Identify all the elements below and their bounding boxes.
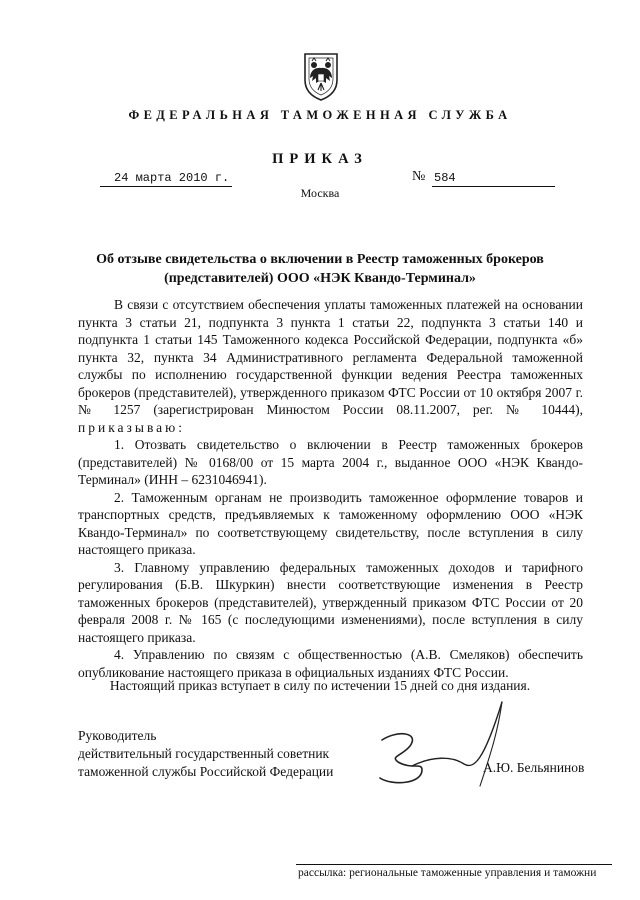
order-date: 24 марта 2010 г. <box>100 170 232 187</box>
agency-name: ФЕДЕРАЛЬНАЯ ТАМОЖЕННАЯ СЛУЖБА <box>128 108 512 122</box>
order-number: 584 <box>432 170 555 187</box>
signatory-title <box>78 727 333 781</box>
effective-clause: Настоящий приказ вступает в силу по истечении 15 дней со дня издания. <box>109 678 531 693</box>
signatory-line-3: таможенной службы Российской Федерации <box>78 764 334 779</box>
preamble <box>78 296 583 436</box>
order-city: Москва <box>300 186 340 200</box>
order-number-label: № <box>412 169 426 184</box>
subject-line-1: Об отзыве свидетельства о включении в Реестр таможенных брокеров <box>96 252 544 267</box>
order-body <box>78 296 583 681</box>
order-item-4: 4. Управлению по связям с общественностью (А.В. Смеляков) обеспечить опубликование настоящего приказа в официальных изданиях ФТС России. <box>78 647 583 680</box>
signatory-name: А.Ю. Бельянинов <box>483 760 585 775</box>
order-item-3: 3. Главному управлению федеральных таможенных доходов и тарифного регулирования (Б.В. Шкуркин) внести соответствующие изменения в Реестр таможенных брокеров (представителей), утвержденный приказом ФТС России от 20 февраля 2008 г. № 165 (с последующими изменениями), после вступления в силу настоящего приказа. <box>78 559 583 645</box>
order-subject <box>70 250 570 288</box>
handwritten-signature <box>352 690 542 790</box>
order-word: приказываю: <box>78 419 185 435</box>
subject-line-2: (представителей) ООО «НЭК Квандо-Терминал» <box>164 271 476 286</box>
order-item-1: 1. Отозвать свидетельство о включении в Реестр таможенных брокеров (представителей) № 0168/00 от 15 марта 2004 г., выданное ООО «НЭК Квандо-Терминал» (ИНН – 6231046941). <box>78 437 583 487</box>
signatory-line-2: действительный государственный советник <box>78 746 330 761</box>
mailing-list: рассылка: региональные таможенные управления и таможни <box>298 867 597 879</box>
state-emblem-icon <box>299 50 343 102</box>
preamble-text: В связи с отсутствием обеспечения уплаты таможенных платежей на основании пункта 3 статьи 21, подпункта 3 пункта 1 статьи 22, подпункта 3 статьи 140 и подпункта 1 статьи 145 Таможенного кодекса Российской Федерации, подпункта «б» пункта 32, пункта 34 Административного регламента Федеральной таможенной службы по исполнению государственной функции ведения Реестра таможенных брокеров (представителей), утвержденного приказом ФТС России от 10 октября 2007 г. № 1257 (зарегистрирован Минюстом России 08.11.2007, рег. № 10444), <box>78 297 583 417</box>
order-item-2: 2. Таможенным органам не производить таможенное оформление товаров и транспортных средств, предъявляемых к таможенному оформлению ООО «НЭК Квандо-Терминал» по соответствующему свидетельству, после вступления в силу настоящего приказа. <box>78 489 583 557</box>
mailing-divider <box>296 864 612 865</box>
signatory-line-1: Руководитель <box>78 728 157 743</box>
order-title: ПРИКАЗ <box>272 151 368 167</box>
